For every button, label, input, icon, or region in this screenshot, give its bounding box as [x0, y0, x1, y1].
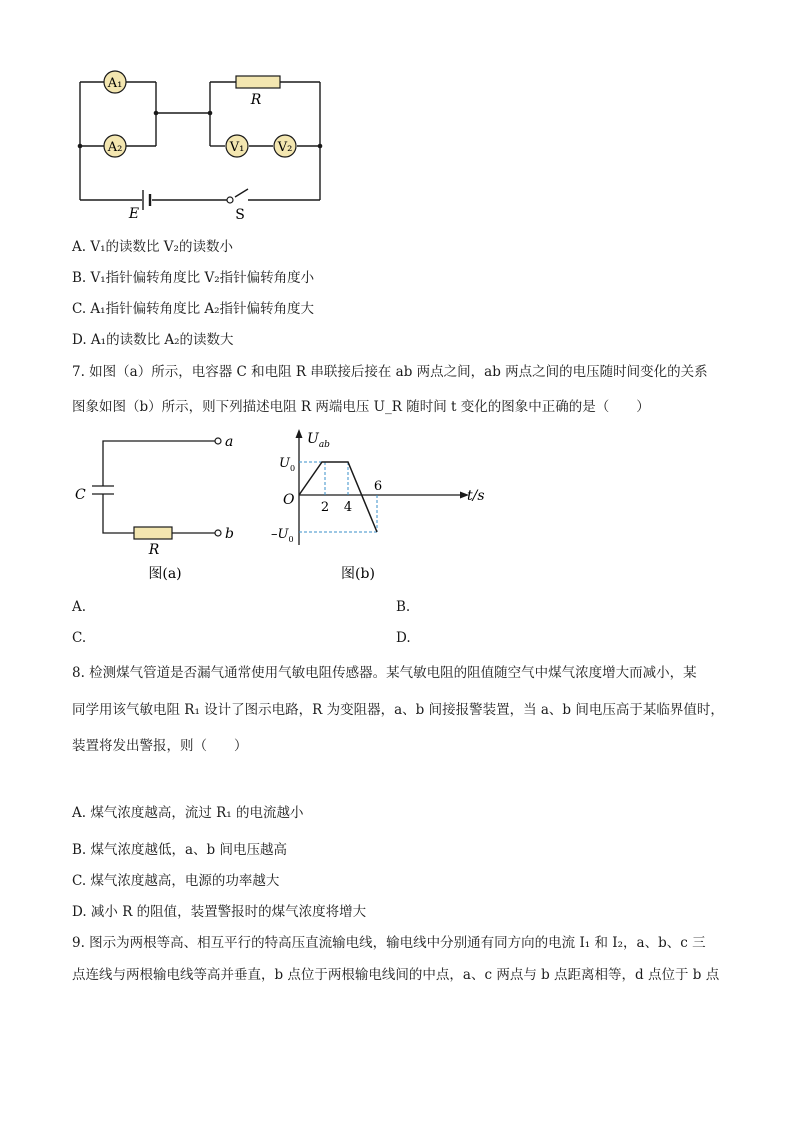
figure-b-caption: 图(b)	[341, 566, 375, 582]
q6-option-b: B. V₁指针偏转角度比 V₂指针偏转角度小	[72, 270, 315, 286]
q7-option-d: D.	[396, 630, 411, 646]
q9-stem-line1: 9. 图示为两根等高、相互平行的特高压直流输电线，输电线中分别通有同方向的电流 I₁ 和 I₂，a、b、c 三	[72, 935, 706, 951]
y-axis-label: $U_{ab}$	[307, 431, 330, 450]
origin-label: O	[283, 492, 295, 508]
q7-option-a: A.	[72, 599, 87, 615]
neg-u0-label: $-U_0$	[271, 527, 294, 544]
q6-option-a: A. V₁的读数比 V₂的读数小	[72, 239, 233, 255]
ammeter-a1-label: A₁	[107, 76, 123, 91]
q8-stem-line2: 同学用该气敏电阻 R₁ 设计了图示电路，R 为变阻器，a、b 间接报警装置，当 a、b 间电压高于某临界值时，	[72, 702, 724, 718]
voltmeter-v2-label: V₂	[277, 140, 293, 155]
q8-option-b: B. 煤气浓度越低，a、b 间电压越高	[72, 842, 287, 858]
q7-option-b: B.	[396, 599, 411, 615]
q6-option-c: C. A₁指针偏转角度比 A₂指针偏转角度大	[72, 301, 315, 317]
battery-e-label: E	[128, 206, 140, 222]
q6-circuit-diagram	[70, 66, 330, 226]
q8-stem-line3: 装置将发出警报，则（ ）	[72, 738, 248, 754]
q7-figure-b	[265, 425, 495, 590]
q8-stem-line1: 8. 检测煤气管道是否漏气通常使用气敏电阻传感器。某气敏电阻的阻值随空气中煤气浓度增大而减小，某	[72, 665, 697, 681]
q7-option-c: C.	[72, 630, 87, 646]
figure-a-caption: 图(a)	[148, 566, 182, 582]
q6-option-d: D. A₁的读数比 A₂的读数大	[72, 332, 234, 348]
q7-stem-line2: 图象如图（b）所示，则下列描述电阻 R 两端电压 U_R 随时间 t 变化的图象中正确的是（ ）	[72, 399, 650, 415]
switch-s-label: S	[235, 207, 245, 223]
resistor-r-label-a: R	[148, 542, 160, 558]
x-axis-label: t/s	[467, 488, 485, 504]
u0-label: $U_0$	[279, 456, 296, 473]
tick-4: 4	[343, 500, 353, 515]
terminal-b-label: b	[225, 526, 234, 542]
terminal-a-label: a	[225, 434, 234, 450]
voltmeter-v1-label: V₁	[229, 140, 245, 155]
capacitor-c-label: C	[75, 487, 86, 503]
tick-2: 2	[320, 500, 330, 515]
q8-option-a: A. 煤气浓度越高，流过 R₁ 的电流越小	[72, 805, 304, 821]
q8-option-c: C. 煤气浓度越高，电源的功率越大	[72, 873, 280, 889]
tick-6: 6	[373, 479, 383, 494]
q9-stem-line2: 点连线与两根输电线等高并垂直，b 点位于两根输电线间的中点，a、c 两点与 b 点距离相等，d 点位于 b 点	[72, 967, 720, 983]
ammeter-a2-label: A₂	[107, 140, 123, 155]
q7-figure-a	[70, 430, 245, 590]
q7-stem-line1: 7. 如图（a）所示，电容器 C 和电阻 R 串联接后接在 ab 两点之间，ab 两点之间的电压随时间变化的关系	[72, 364, 708, 380]
q8-option-d: D. 减小 R 的阻值，装置警报时的煤气浓度将增大	[72, 904, 367, 920]
resistor-r-label: R	[250, 92, 262, 108]
